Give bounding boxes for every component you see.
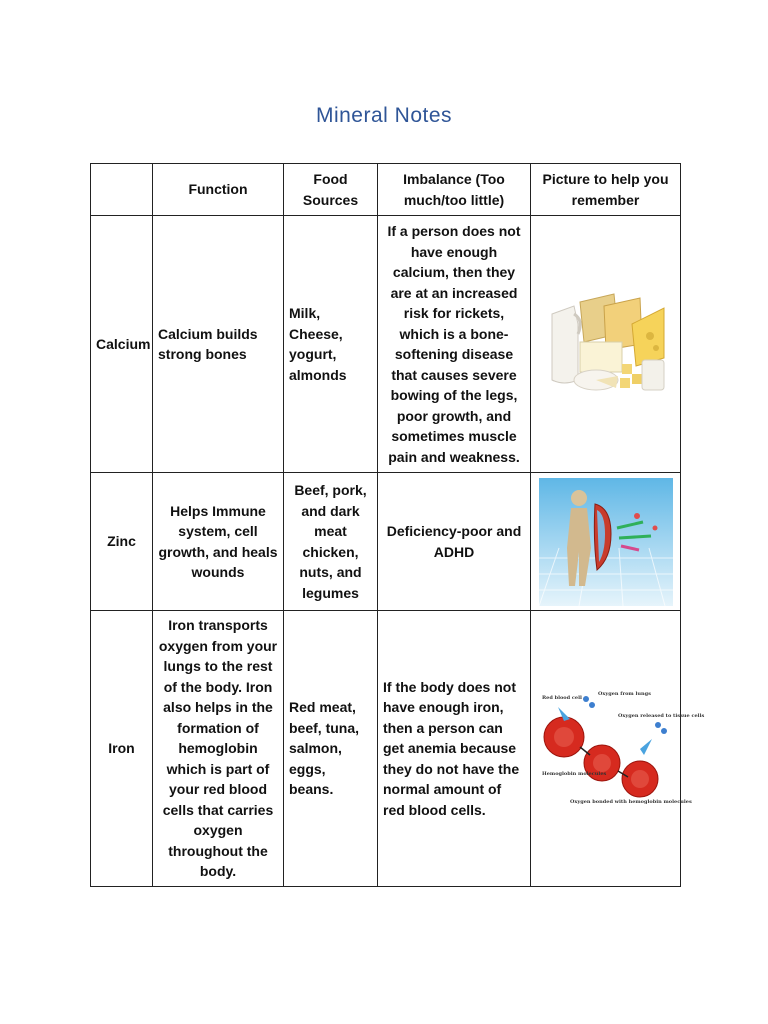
- picture-cell: [531, 611, 704, 887]
- food-sources-cell: Red meat, beef, tuna, salmon, eggs, beans.: [284, 611, 378, 887]
- header-imbalance: Imbalance (Too much/too little): [378, 164, 531, 216]
- function-cell: Helps Immune system, cell growth, and heals wounds: [153, 473, 284, 611]
- label-oxygen-bonded: Oxygen bonded with hemoglobin molecules: [569, 799, 692, 806]
- mineral-name: Iron: [91, 611, 153, 887]
- label-hemoglobin: Hemoglobin molecules: [541, 771, 606, 778]
- red-blood-cells-image: [540, 685, 704, 811]
- food-sources-cell: Milk, Cheese, yogurt, almonds: [284, 216, 378, 473]
- header-empty: [91, 164, 153, 216]
- table-header-row: [91, 164, 681, 216]
- function-cell: Calcium builds strong bones: [153, 216, 284, 473]
- table-row-iron: [91, 611, 681, 887]
- mineral-name: Zinc: [91, 473, 153, 611]
- dairy-products-image: [544, 284, 668, 404]
- header-function: Function: [153, 164, 284, 216]
- label-oxygen-from-lungs: Oxygen from lungs: [597, 691, 651, 698]
- picture-cell: [531, 216, 681, 473]
- table-row-zinc: [91, 473, 681, 611]
- immune-shield-image: [539, 478, 673, 606]
- header-picture: Picture to help you remember: [531, 164, 681, 216]
- table-row-calcium: [91, 216, 681, 473]
- label-red-blood-cell: Red blood cell: [541, 695, 582, 702]
- mineral-table: [90, 163, 704, 887]
- picture-cell: [531, 473, 681, 611]
- function-cell: Iron transports oxygen from your lungs to the rest of the body. Iron also helps in the formation of hemoglobin which is part of your red blood cells that carries oxygen throughout the body.: [153, 611, 284, 887]
- imbalance-cell: If the body does not have enough iron, then a person can get anemia because they do not have the normal amount of red blood cells.: [378, 611, 531, 887]
- header-food-sources: Food Sources: [284, 164, 378, 216]
- mineral-name: Calcium: [91, 216, 153, 473]
- imbalance-cell: Deficiency-poor and ADHD: [378, 473, 531, 611]
- page-title: Mineral Notes: [315, 104, 453, 127]
- imbalance-cell: If a person does not have enough calcium, then they are at an increased risk for rickets, which is a bone-softening disease that causes severe bowing of the legs, poor growth, and sometimes muscle pain and weakness.: [378, 216, 531, 473]
- food-sources-cell: Beef, pork, and dark meat chicken, nuts, and legumes: [284, 473, 378, 611]
- label-oxygen-to-tissue: Oxygen released to tissue cells: [617, 713, 704, 720]
